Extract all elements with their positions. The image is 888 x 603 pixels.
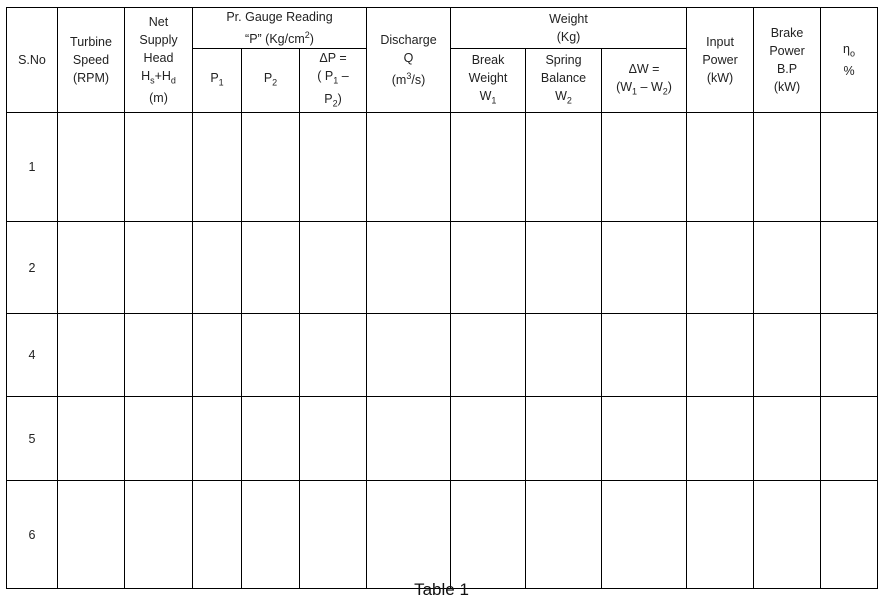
table-header (7, 8, 878, 113)
header-input-power: Input Power (kW) (687, 8, 754, 113)
header-delta-p: ΔP = ( $P_1$ – $P_2$) (300, 49, 367, 113)
header-discharge: Discharge Q $(m^3/s)$ (367, 8, 451, 113)
header-net-supply-head: Net Supply Head $H_s+H_d$ (m) (125, 8, 193, 113)
row-number: 6 (7, 481, 58, 589)
table-row (7, 397, 878, 481)
row-number: 1 (7, 113, 58, 222)
header-delta-w: ΔW = $(W_1 - W_2)$ (602, 49, 687, 113)
header-break-weight: Break Weight $W_1$ (451, 49, 526, 113)
header-sno: S.No (7, 8, 58, 113)
header-weight: Weight (Kg) (451, 8, 687, 49)
row-number: 5 (7, 397, 58, 481)
table-row (7, 314, 878, 397)
header-turbine-speed: Turbine Speed (RPM) (58, 8, 125, 113)
header-spring-balance: Spring Balance $W_2$ (526, 49, 602, 113)
table-body (7, 113, 878, 589)
header-efficiency: $\eta_o$ % (821, 8, 878, 113)
header-p2: $P_2$ (242, 49, 300, 113)
row-number: 2 (7, 222, 58, 314)
header-pr-gauge: Pr. Gauge Reading “P” $(Kg/cm^2)$ (193, 8, 367, 49)
header-p1: $P_1$ (193, 49, 242, 113)
header-brake-power: Brake Power B.P (kW) (754, 8, 821, 113)
table-caption: Table 1 (414, 580, 469, 599)
table-row (7, 481, 878, 589)
table-row (7, 113, 878, 222)
observation-table (6, 7, 878, 589)
table-row (7, 222, 878, 314)
row-number: 4 (7, 314, 58, 397)
